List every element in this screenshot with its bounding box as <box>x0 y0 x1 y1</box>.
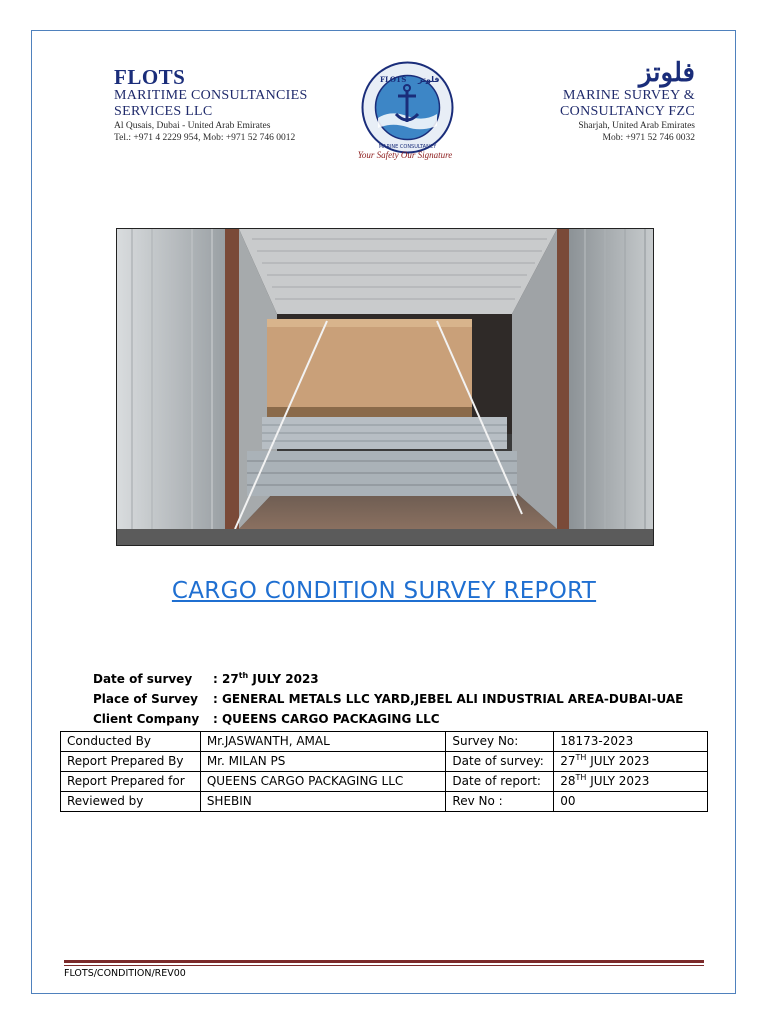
table-cell: Mr.JASWANTH, AMAL <box>200 732 446 752</box>
table-cell: Rev No : <box>446 792 554 812</box>
table-cell: 27TH JULY 2023 <box>554 752 708 772</box>
info-row-date <box>93 669 683 689</box>
company-tagline: Your Safety Our Signature <box>357 150 453 160</box>
table-cell: Report Prepared By <box>61 752 201 772</box>
company-header-left <box>114 66 354 144</box>
brand-name: FLOTS <box>114 65 186 89</box>
table-row <box>61 792 708 812</box>
seal-text-left: FLOTS <box>380 75 407 84</box>
company-name-line2: SERVICES LLC <box>114 104 213 119</box>
date-of-survey-value: : 27th JULY 2023 <box>213 671 319 686</box>
report-metadata-table <box>60 731 708 812</box>
table-cell: Date of survey: <box>446 752 554 772</box>
seal-text-right: فلوتز <box>418 75 440 84</box>
date-of-survey-label: Date of survey <box>93 672 193 686</box>
table-cell: SHEBIN <box>200 792 446 812</box>
table-row <box>61 752 708 772</box>
table-cell: 18173-2023 <box>554 732 708 752</box>
seal-text-bottom: MARINE CONSULTANCY <box>378 144 437 150</box>
footer-rule-thin <box>64 965 704 966</box>
survey-info <box>93 669 683 729</box>
company-name-line1: MARITIME CONSULTANCIES <box>114 88 308 103</box>
table-row <box>61 732 708 752</box>
info-row-place <box>93 689 683 709</box>
company-address: Al Qusais, Dubai - United Arab Emirates <box>114 121 271 131</box>
place-of-survey-value: : GENERAL METALS LLC YARD,JEBEL ALI INDUSTRIAL AREA-DUBAI-UAE <box>213 692 684 706</box>
table-cell: Survey No: <box>446 732 554 752</box>
table-cell: Date of report: <box>446 772 554 792</box>
table-cell: Report Prepared for <box>61 772 201 792</box>
client-company-label: Client Company <box>93 712 200 726</box>
company-name-line1: MARINE SURVEY & <box>563 88 695 103</box>
footer-rule <box>64 960 704 963</box>
company-header-right <box>520 58 695 144</box>
company-contact: Tel.: +971 4 2229 954, Mob: +971 52 746 0012 <box>114 133 296 143</box>
place-of-survey-label: Place of Survey <box>93 692 198 706</box>
table-cell: 00 <box>554 792 708 812</box>
report-title: CARGO C0NDITION SURVEY REPORT <box>171 578 597 604</box>
table-cell: QUEENS CARGO PACKAGING LLC <box>200 772 446 792</box>
table-cell: 28TH JULY 2023 <box>554 772 708 792</box>
company-contact: Mob: +971 52 746 0032 <box>602 133 695 143</box>
company-seal-logo <box>360 60 455 155</box>
arabic-brand-name: فلوتز <box>638 58 695 87</box>
company-address: Sharjah, United Arab Emirates <box>578 121 695 131</box>
table-cell: Mr. MILAN PS <box>200 752 446 772</box>
client-company-value: : QUEENS CARGO PACKAGING LLC <box>213 712 440 726</box>
table-row <box>61 772 708 792</box>
table-cell: Reviewed by <box>61 792 201 812</box>
table-cell: Conducted By <box>61 732 201 752</box>
company-name-line2: CONSULTANCY FZC <box>560 104 695 119</box>
container-cargo-photo <box>116 228 654 546</box>
footer-doc-code: FLOTS/CONDITION/REV00 <box>64 968 186 979</box>
info-row-client <box>93 709 683 729</box>
